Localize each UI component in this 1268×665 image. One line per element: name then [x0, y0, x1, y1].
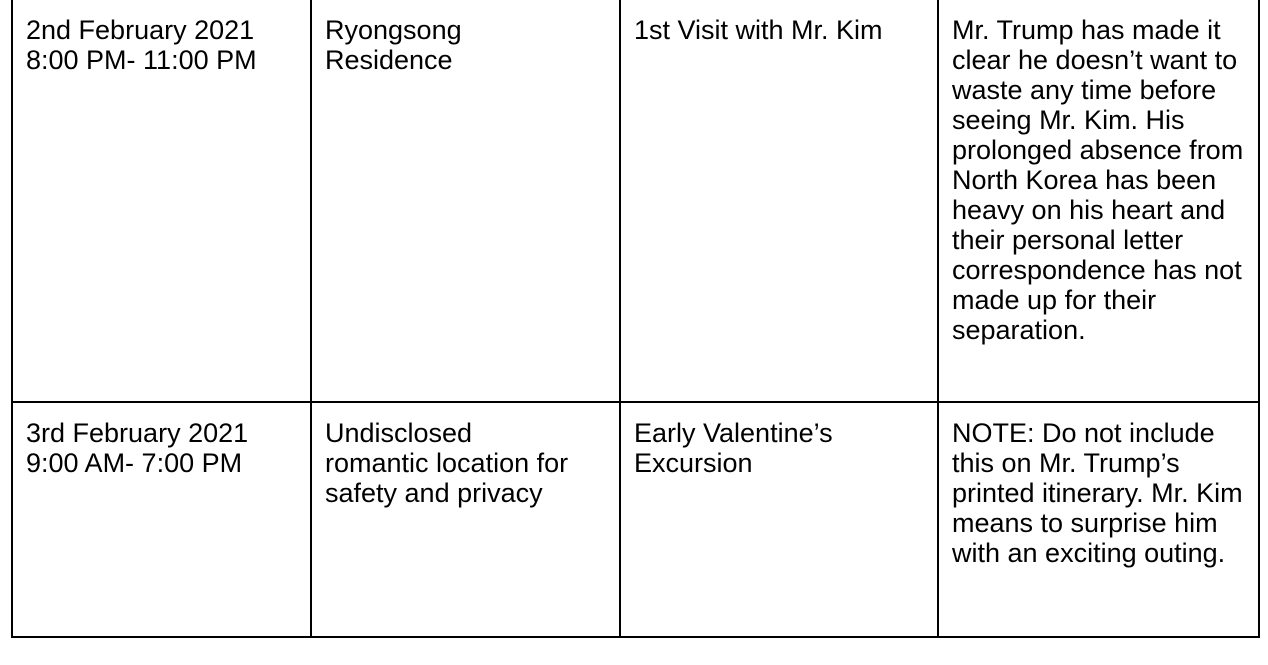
datetime-cell: [12, 402, 311, 637]
event-text: 1st Visit with Mr. Kim: [634, 15, 883, 45]
date-text: 2nd February 2021: [26, 15, 255, 45]
table-row: [12, 0, 1259, 402]
location-text: Ryongsong: [325, 15, 462, 45]
location-text: Residence: [325, 45, 453, 75]
location-text: Undisclosed: [325, 418, 473, 448]
time-text: 8:00 PM- 11:00 PM: [26, 45, 257, 75]
event-cell: [620, 402, 938, 637]
date-text: 3rd February 2021: [26, 418, 249, 448]
itinerary-table: [11, 0, 1260, 638]
time-text: 9:00 AM- 7:00 PM: [26, 448, 243, 478]
location-text: safety and privacy: [325, 478, 543, 508]
location-text: romantic location for: [325, 448, 569, 478]
event-text: Early Valentine’s Excursion: [634, 418, 833, 478]
notes-cell: [938, 402, 1259, 637]
location-cell: [311, 402, 620, 637]
location-cell: [311, 0, 620, 402]
notes-text: NOTE: Do not include this on Mr. Trump’s printed itinerary. Mr. Kim means to surprise him with an exciting outing.: [952, 418, 1243, 568]
notes-text: Mr. Trump has made it clear he doesn’t want to waste any time before seeing Mr. Kim. His prolonged absence from North Korea has been heavy on his heart and their personal letter correspondence has not made up for their separation.: [952, 15, 1244, 345]
notes-cell: [938, 0, 1259, 402]
table-row: [12, 402, 1259, 637]
event-cell: [620, 0, 938, 402]
datetime-cell: [12, 0, 311, 402]
